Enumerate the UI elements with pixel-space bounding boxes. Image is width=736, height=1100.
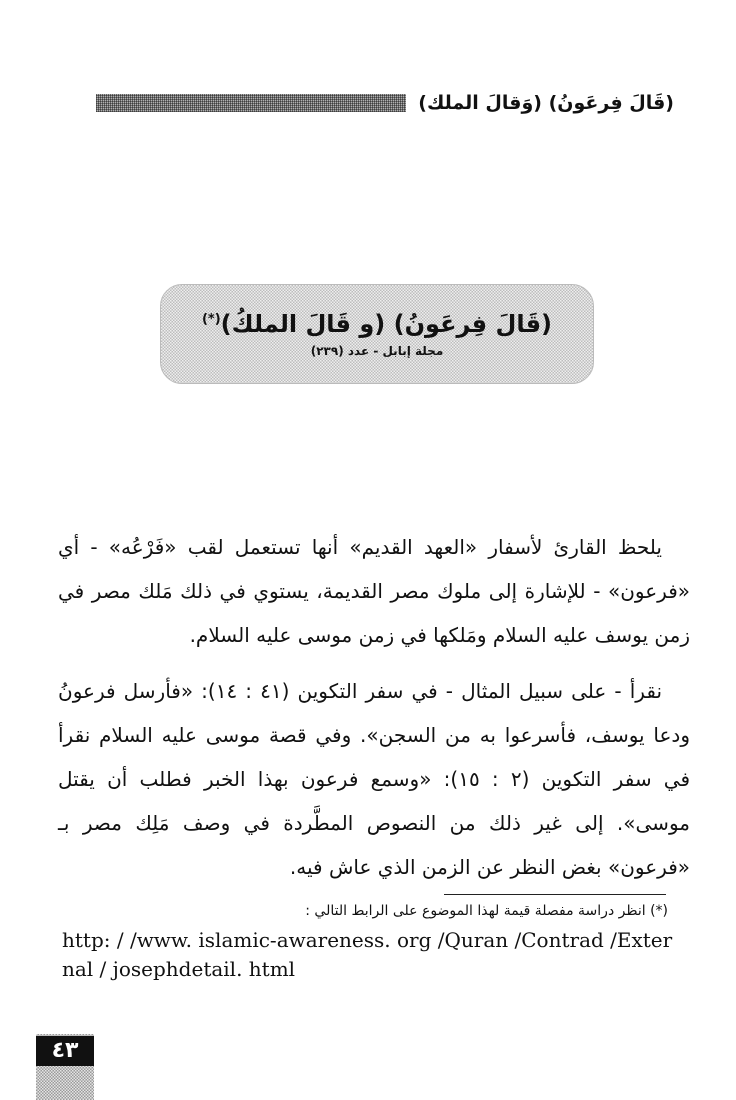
chapter-title-box <box>160 284 594 384</box>
body-text <box>58 525 690 901</box>
page-number-block <box>36 1034 94 1100</box>
page-number: ٤٣ <box>36 1036 94 1066</box>
footnote-divider <box>444 894 666 895</box>
footnote-url: http: / /www. islamic-awareness. org /Quran /Contrad /External / josephdetail. html <box>62 928 673 981</box>
chapter-title <box>202 310 552 338</box>
chapter-title-inner <box>202 310 552 358</box>
paragraph-2: نقرأ - على سبيل المثال - في سفر التكوين (٤١ : ١٤): «فأرسل فرعونُ ودعا يوسف، فأسرعوا به من السجن». وفي قصة موسى عليه السلام نقرأ في سفر التكوين (٢ : ١٥): «وسمع فرعون بهذا الخبر فطلب أن يقتل موسى». إلى غير ذلك من النصوص المطَّردة في وصف مَلِك مصر بـ «فرعون» بغض النظر عن الزمن الذي عاش فيه. <box>58 679 691 879</box>
chapter-source: مجلة إبابل - عدد (٢٣٩) <box>310 344 444 358</box>
header-pattern-bar <box>96 94 406 112</box>
footnote-text: (*) انظر دراسة مفصلة قيمة لهذا الموضوع على الرابط التالي : <box>305 903 668 919</box>
chapter-footnote-mark: (*) <box>201 312 221 327</box>
chapter-title-text: (قَالَ فِرعَونُ) (و قَالَ الملكُ) <box>220 310 553 338</box>
running-title: (قَالَ فِرعَونُ) (وَقالَ الملك) <box>418 92 674 114</box>
running-header <box>96 86 674 120</box>
paragraph-1: يلحظ القارئ لأسفار «العهد القديم» أنها تستعمل لقب «فَرْعُه» - أي «فرعون» - للإشارة إلى ملوك مصر القديمة، يستوي في ذلك مَلك مصر في زمن يوسف عليه السلام ومَلكها في زمن موسى عليه السلام. <box>58 535 690 647</box>
